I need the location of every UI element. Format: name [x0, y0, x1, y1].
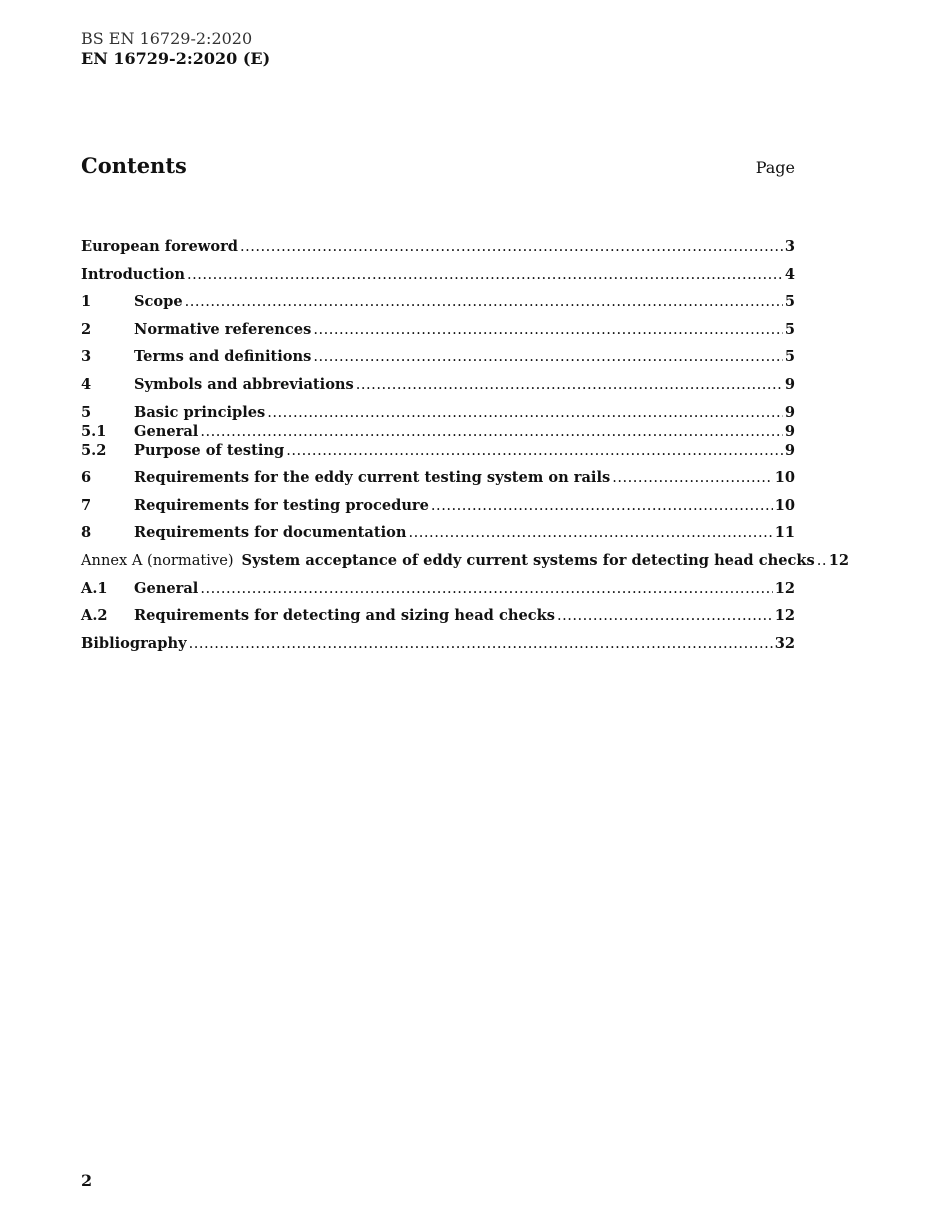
en-reference: EN 16729-2:2020 (E) [81, 49, 271, 68]
contents-heading: Contents [81, 153, 187, 178]
toc-leader-dots [431, 497, 773, 514]
toc-entry-normative-references[interactable] [81, 321, 795, 349]
toc-entry-title[interactable]: Scope [134, 293, 183, 311]
toc-entry-page: 9 [784, 375, 795, 393]
toc-leader-dots [313, 348, 782, 365]
toc-annex-prefix[interactable]: Annex A (normative) [81, 551, 234, 569]
toc-entry-page: 12 [774, 579, 795, 597]
toc-entry-title[interactable]: Introduction [81, 265, 185, 283]
toc-entry-title[interactable]: Symbols and abbreviations [134, 375, 354, 393]
toc-leader-dots [187, 266, 783, 283]
toc-entry-title[interactable]: Requirements for documentation [134, 524, 407, 542]
toc-entry-annex-a[interactable] [81, 551, 850, 580]
toc-entry-title[interactable]: Requirements for detecting and sizing head checks [134, 607, 555, 625]
toc-leader-dots [185, 293, 783, 310]
toc-entry-number: 6 [81, 469, 92, 487]
toc-entry-page: 32 [774, 634, 795, 652]
toc-entry-title[interactable]: General [134, 579, 199, 597]
toc-entry-title[interactable]: System acceptance of eddy current systems for detecting head checks [241, 551, 815, 569]
toc-entry-title[interactable]: Requirements for the eddy current testing system on rails [134, 469, 611, 487]
toc-entry-number: 5.2 [81, 441, 107, 459]
toc-entry-annex-general[interactable] [81, 580, 795, 608]
toc-leader-dots [313, 321, 783, 338]
toc-entry-general[interactable] [81, 423, 795, 442]
toc-entry-number: 8 [81, 524, 92, 542]
toc-entry-terms-and-definitions[interactable] [81, 348, 795, 376]
toc-leader-dots [240, 238, 783, 255]
toc-entry-scope[interactable] [81, 293, 795, 321]
table-of-contents [81, 238, 850, 662]
toc-entry-page: 4 [784, 265, 795, 283]
toc-entry-page: 9 [784, 422, 795, 440]
toc-entry-page: 5 [784, 348, 795, 366]
toc-entry-title[interactable]: Bibliography [81, 634, 187, 652]
toc-entry-page: 12 [828, 551, 850, 569]
toc-leader-dots [612, 469, 772, 486]
page-column-label: Page [755, 158, 795, 177]
toc-entry-title[interactable]: Basic principles [134, 403, 266, 421]
toc-leader-dots [286, 442, 783, 459]
standard-reference: BS EN 16729-2:2020 [81, 29, 253, 48]
toc-entry-number: 1 [81, 293, 92, 311]
toc-entry-title[interactable]: General [134, 422, 199, 440]
toc-entry-symbols-and-abbreviations[interactable] [81, 376, 795, 404]
toc-entry-annex-detecting-sizing[interactable] [81, 607, 795, 635]
toc-entry-page: 5 [784, 293, 795, 311]
toc-entry-purpose-of-testing[interactable] [81, 442, 795, 470]
toc-entry-european-foreword[interactable] [81, 238, 795, 266]
page-number: 2 [81, 1171, 93, 1190]
toc-entry-number: A.1 [81, 579, 108, 597]
toc-entry-page: 3 [784, 238, 795, 255]
toc-entry-page: 5 [784, 320, 795, 338]
toc-entry-title[interactable]: Purpose of testing [134, 441, 285, 459]
toc-entry-title[interactable]: Requirements for testing procedure [134, 496, 429, 514]
toc-leader-dots [267, 404, 783, 421]
toc-leader-dots [817, 552, 827, 569]
toc-entry-bibliography[interactable] [81, 635, 795, 663]
toc-entry-title[interactable]: European foreword [81, 238, 238, 255]
toc-entry-page: 12 [774, 607, 795, 625]
toc-entry-number: 2 [81, 320, 92, 338]
toc-entry-number: 3 [81, 348, 92, 366]
toc-entry-number: 4 [81, 375, 92, 393]
toc-entry-introduction[interactable] [81, 266, 795, 294]
toc-leader-dots [409, 524, 773, 541]
toc-leader-dots [200, 423, 783, 440]
toc-entry-page: 10 [774, 469, 795, 487]
toc-entry-page: 11 [774, 524, 795, 542]
toc-entry-number: 5.1 [81, 422, 107, 440]
toc-entry-number: 7 [81, 496, 92, 514]
toc-leader-dots [356, 376, 783, 393]
toc-leader-dots [557, 607, 773, 624]
toc-entry-requirements-documentation[interactable] [81, 524, 795, 552]
toc-entry-number: 5 [81, 403, 92, 421]
toc-entry-page: 10 [774, 496, 795, 514]
toc-entry-page: 9 [784, 403, 795, 421]
toc-entry-basic-principles[interactable] [81, 404, 795, 423]
toc-entry-page: 9 [784, 441, 795, 459]
toc-leader-dots [189, 635, 773, 652]
toc-entry-number: A.2 [81, 607, 108, 625]
toc-entry-title[interactable]: Normative references [134, 320, 312, 338]
toc-entry-title[interactable]: Terms and definitions [134, 348, 312, 366]
toc-leader-dots [200, 580, 772, 597]
toc-entry-requirements-eddy-current-system[interactable] [81, 469, 795, 497]
toc-entry-requirements-testing-procedure[interactable] [81, 497, 795, 525]
